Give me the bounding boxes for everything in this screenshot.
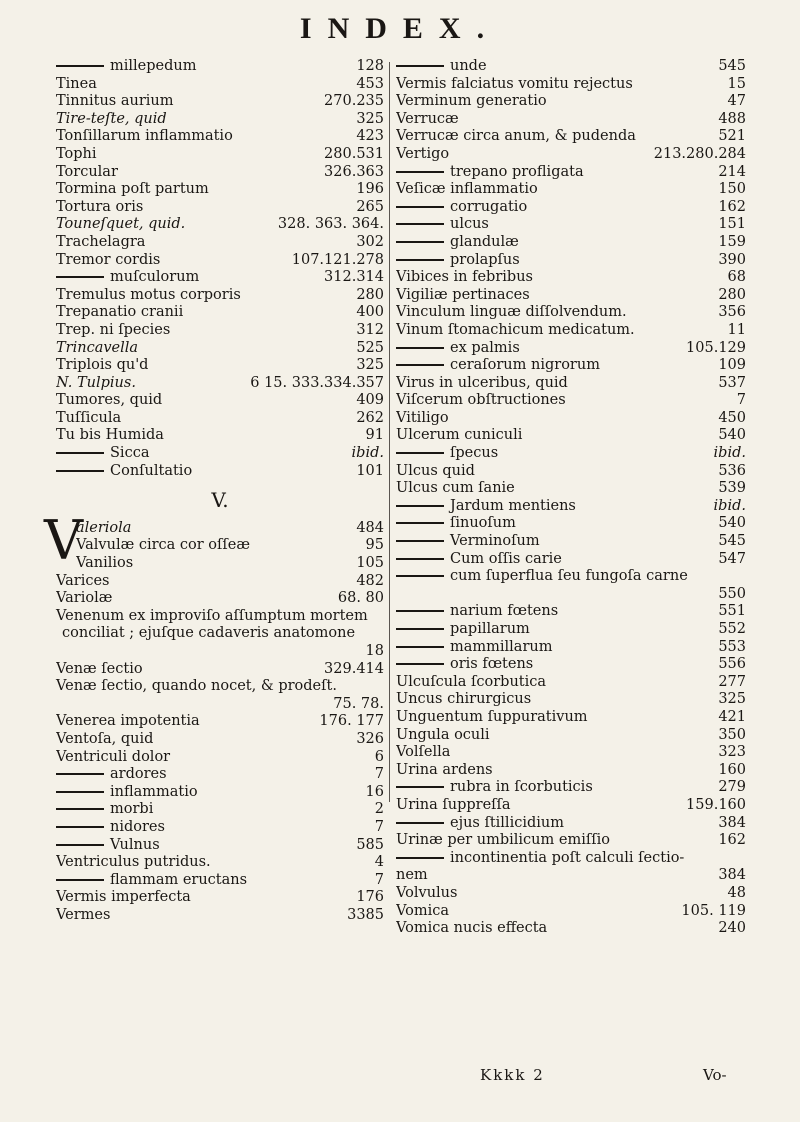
entry-term: Tire-teſte, quid — [56, 110, 167, 127]
index-entry — [56, 463, 384, 481]
index-entry — [396, 58, 746, 76]
entry-term: Tu bis Humida — [56, 427, 164, 444]
entry-term: Uncus chirurgicus — [396, 691, 532, 708]
entry-term: Tortura oris — [56, 198, 144, 215]
index-entry — [56, 357, 384, 375]
index-entry — [56, 392, 384, 410]
fungosa-line: cum ſuperflua ſeu fungoſa carne — [396, 568, 746, 586]
entry-page: 101 — [356, 462, 384, 479]
entry-page: ibid. — [713, 445, 746, 462]
entry-page: 423 — [356, 128, 384, 145]
index-entry — [396, 727, 746, 745]
entry-term: Vermes — [56, 906, 111, 923]
entry-page: 214 — [718, 163, 746, 180]
entry-page: 240 — [718, 920, 746, 937]
entry-term: Ulcerum cuniculi — [396, 427, 523, 444]
entry-term: prolapſus — [396, 252, 712, 270]
entry-term: Tumores, quid — [56, 392, 163, 409]
entry-term: Urina ardens — [396, 761, 493, 778]
entry-term: Tremulus motus corporis — [56, 286, 241, 303]
index-entry — [396, 445, 746, 463]
entry-page: 162 — [718, 198, 746, 215]
index-entry — [56, 76, 384, 94]
entry-term: Vanilios — [76, 555, 134, 572]
entry-term: Vinum ſtomachicum medicatum. — [396, 321, 635, 338]
entry-page: ibid. — [713, 497, 746, 514]
entry-term: Touneſquet, quid. — [56, 216, 186, 233]
index-entry — [396, 463, 746, 481]
section-letter: V. — [211, 488, 229, 513]
entry-term: Unguentum ſuppurativum — [396, 708, 588, 725]
index-entry — [396, 832, 746, 850]
entry-term: Tormina poſt partum — [56, 181, 209, 198]
index-entry — [396, 691, 746, 709]
fungosa-page: 550 — [718, 585, 746, 602]
entry-page: 552 — [718, 621, 746, 637]
catchword: Vo- — [703, 1066, 727, 1084]
venenum-entry — [56, 608, 384, 661]
index-entry — [396, 533, 746, 551]
entry-page: 325 — [718, 691, 746, 708]
entry-term: Trincavella — [56, 339, 139, 356]
entry-term: Vomica nucis effecta — [396, 920, 548, 937]
entry-page: 326.363 — [324, 163, 384, 180]
index-entry — [396, 322, 746, 340]
entry-term: Urinæ per umbilicum emiſſio — [396, 832, 610, 849]
entry-page: 162 — [718, 832, 746, 849]
entry-page: 270.235 — [324, 93, 384, 110]
incontinentia-page: 384 — [718, 867, 746, 884]
index-entry — [396, 93, 746, 111]
entry-term: Verminum generatio — [396, 93, 547, 110]
entry-term: nidores — [56, 819, 369, 837]
entry-term: Tuſſicula — [56, 409, 122, 426]
index-entry — [76, 520, 384, 538]
index-entry — [396, 111, 746, 129]
entry-term: Urina ſuppreſſa — [396, 796, 511, 813]
entry-page: 553 — [718, 638, 746, 655]
index-entry — [396, 639, 746, 657]
incontinentia-row — [396, 867, 746, 885]
index-entry — [56, 375, 384, 393]
entry-term: Trepanatio cranii — [56, 304, 184, 321]
entry-page: 128 — [356, 58, 384, 74]
index-entry — [56, 573, 384, 591]
index-entry — [56, 766, 384, 784]
entry-page: 325 — [356, 357, 384, 374]
entry-term: Vermis imperfecta — [56, 889, 191, 906]
entry-term: Vertigo — [396, 145, 450, 162]
index-entry — [56, 322, 384, 340]
left-v-entries — [76, 520, 384, 573]
entry-term: Venerea impotentia — [56, 713, 200, 730]
entry-page: 91 — [365, 427, 384, 444]
index-entry — [56, 304, 384, 322]
entry-term: Ulcus quid — [396, 462, 475, 479]
entry-term: morbi — [56, 801, 369, 819]
entry-term: Trachelagra — [56, 233, 146, 250]
entry-term: Vinculum linguæ diſſolvendum. — [396, 304, 627, 321]
entry-term: Viſcerum obſtructiones — [396, 392, 566, 409]
entry-page: 68. 80 — [337, 590, 384, 607]
index-entry — [56, 801, 384, 819]
entry-page: 585 — [356, 836, 384, 853]
index-entry — [396, 252, 746, 270]
entry-term: Vitiligo — [396, 409, 449, 426]
entry-page: 105 — [356, 555, 384, 572]
index-entry — [396, 885, 746, 903]
index-entry — [396, 164, 746, 182]
entry-term: unde — [396, 58, 712, 76]
entry-page: ibid. — [351, 445, 384, 462]
entry-term: Vibices in febribus — [396, 269, 533, 286]
index-entry — [56, 128, 384, 146]
entry-page: 521 — [718, 128, 746, 145]
index-entry — [56, 58, 384, 76]
index-entry — [56, 427, 384, 445]
entry-term: Ventoſa, quid — [56, 730, 154, 747]
right-entries-3 — [396, 885, 746, 938]
index-entry — [396, 410, 746, 428]
entry-term: Virus in ulceribus, quid — [396, 374, 568, 391]
index-entry — [396, 744, 746, 762]
entry-term: narium fœtens — [396, 603, 712, 621]
entry-term: Verminoſum — [396, 533, 712, 551]
index-entry — [396, 621, 746, 639]
index-entry — [76, 555, 384, 573]
entry-term: Sicca — [56, 445, 346, 463]
index-entry — [56, 889, 384, 907]
entry-page: 525 — [356, 339, 384, 356]
entry-term: Tinnitus aurium — [56, 93, 174, 110]
right-entries-2 — [396, 603, 746, 849]
entry-page: 159 — [718, 233, 746, 250]
index-entry — [56, 410, 384, 428]
entry-term: ulcus — [396, 216, 712, 234]
index-entry — [76, 537, 384, 555]
index-entry — [56, 287, 384, 305]
entry-page: 356 — [718, 304, 746, 321]
index-entry — [56, 146, 384, 164]
entry-term: Vulnus — [56, 837, 350, 855]
entry-term: papillarum — [396, 621, 712, 639]
right-column — [396, 58, 746, 938]
index-entry — [396, 903, 746, 921]
entry-page: 540 — [718, 427, 746, 444]
entry-term: Ulcuſcula ſcorbutica — [396, 673, 547, 690]
entry-page: 213.280.284 — [653, 145, 746, 162]
entry-page: 15 — [727, 75, 746, 92]
entry-page: 7 — [736, 392, 746, 409]
entry-term: millepedum — [56, 58, 350, 76]
entry-term: Triplois qu'd — [56, 357, 149, 374]
entry-page: 265 — [356, 198, 384, 215]
entry-page: 545 — [718, 58, 746, 74]
entry-page: 400 — [356, 304, 384, 321]
entry-page: 390 — [718, 251, 746, 268]
index-entry — [396, 357, 746, 375]
entry-page: 280 — [718, 286, 746, 303]
entry-term: Tophi — [56, 145, 97, 162]
entry-term: Ventriculi dolor — [56, 748, 171, 765]
left-v2-entries — [56, 573, 384, 608]
entry-term: Verrucæ — [396, 110, 459, 127]
entry-page: 109 — [718, 357, 746, 374]
entry-page: 196 — [356, 181, 384, 198]
index-entry — [396, 234, 746, 252]
entry-term: muſculorum — [56, 269, 318, 287]
entry-page: 551 — [718, 603, 746, 620]
column-divider — [389, 62, 390, 802]
entry-term: Venæ ſectio — [56, 660, 143, 677]
venae-quando-page: 75. 78. — [333, 695, 384, 712]
venenum-line-2: conciliat ; ejuſque cadaveris anatomone — [62, 625, 356, 642]
entry-term: Vermis falciatus vomitu rejectus — [396, 75, 633, 92]
dropcap-block — [44, 508, 384, 573]
entry-page: 312.314 — [324, 269, 384, 286]
incontinentia-entry — [396, 850, 746, 885]
entry-page: 484 — [356, 519, 384, 536]
entry-page: 280 — [356, 286, 384, 303]
index-entry — [396, 480, 746, 498]
entry-term: Ulcus cum ſanie — [396, 480, 515, 497]
index-entry — [56, 199, 384, 217]
index-entry — [396, 779, 746, 797]
entry-term: oris fœtens — [396, 656, 712, 674]
index-entry — [396, 815, 746, 833]
entry-term: glandulæ — [396, 234, 712, 252]
index-entry — [396, 920, 746, 938]
entry-page: 536 — [718, 462, 746, 479]
entry-page: 540 — [718, 515, 746, 532]
entry-term: trepano profligata — [396, 164, 712, 182]
index-entry — [56, 93, 384, 111]
index-entry — [396, 603, 746, 621]
entry-term: Veſicæ inflammatio — [396, 181, 538, 198]
entry-page: 262 — [356, 409, 384, 426]
page-header: INDEX. — [299, 12, 501, 45]
entry-page: 453 — [356, 75, 384, 92]
entry-page: 326 — [356, 730, 384, 747]
right-entries — [396, 58, 746, 568]
entry-page: 539 — [718, 480, 746, 497]
entry-page: 323 — [718, 744, 746, 761]
entry-term: Verrucæ circa anum, & pudenda — [396, 128, 636, 145]
index-entry — [56, 252, 384, 270]
venae-quando-line: Venæ ſectio, quando nocet, & prodeſt. — [56, 678, 337, 695]
entry-page: 176. 177 — [319, 713, 384, 730]
entry-page: 150 — [718, 181, 746, 198]
entry-term: Valvulæ circa cor oſſeæ — [76, 537, 250, 554]
index-entry — [56, 164, 384, 182]
entry-term: rubra in ſcorbuticis — [396, 779, 712, 797]
venenum-page: 18 — [365, 643, 384, 659]
index-entry — [56, 111, 384, 129]
index-entry — [396, 287, 746, 305]
index-entry — [56, 269, 384, 287]
entry-page: 107.121.278 — [291, 251, 384, 268]
index-entry — [56, 590, 384, 608]
entry-term: Tinea — [56, 75, 97, 92]
index-entry — [396, 128, 746, 146]
index-entry — [56, 854, 384, 872]
entry-page: 176 — [356, 889, 384, 906]
index-entry — [396, 762, 746, 780]
index-entry — [396, 304, 746, 322]
index-entry — [396, 375, 746, 393]
entry-term: ſpecus — [396, 445, 708, 463]
entry-page: 3385 — [347, 906, 384, 923]
index-entry — [396, 797, 746, 815]
entry-term: corrugatio — [396, 199, 712, 217]
entry-page: 105.129 — [686, 339, 746, 356]
entry-page: 545 — [718, 533, 746, 550]
index-entry — [396, 181, 746, 199]
left-column — [44, 58, 384, 925]
entry-page: 6 15. 333.334.357 — [250, 374, 384, 391]
entry-page: 482 — [356, 572, 384, 589]
index-entry — [396, 674, 746, 692]
entry-term: Vigiliæ pertinaces — [396, 286, 530, 303]
entry-term: aleriola — [76, 519, 132, 536]
entry-page: 7 — [374, 766, 384, 783]
index-entry — [396, 76, 746, 94]
index-entry — [396, 146, 746, 164]
entry-page: 151 — [718, 216, 746, 233]
entry-term: ceraſorum nigrorum — [396, 357, 712, 375]
venae-quando-entry — [56, 678, 384, 713]
entry-page: 328. 363. 364. — [277, 216, 384, 233]
entry-term: mammillarum — [396, 639, 712, 657]
index-entry — [396, 515, 746, 533]
incontinentia-line-2: nem — [396, 867, 428, 884]
entry-term: flammam eructans — [56, 872, 369, 890]
index-entry — [396, 498, 746, 516]
index-entry — [396, 269, 746, 287]
entry-page: 280.531 — [324, 145, 384, 162]
index-entry — [56, 713, 384, 731]
entry-term: Jardum mentiens — [396, 498, 708, 516]
entry-page: 279 — [718, 779, 746, 796]
entry-page: 11 — [727, 321, 746, 338]
entry-term: Varices — [56, 572, 110, 589]
entry-page: 537 — [718, 374, 746, 391]
entry-term: Torcular — [56, 163, 118, 180]
index-entry — [56, 181, 384, 199]
entry-term: Ventriculus putridus. — [56, 854, 211, 871]
entry-term: Cum oſſis carie — [396, 551, 712, 569]
entry-page: 325 — [356, 110, 384, 127]
index-entry — [56, 749, 384, 767]
entry-page: 159.160 — [686, 796, 746, 813]
entry-term: Vomica — [396, 902, 450, 919]
entry-page: 6 — [374, 748, 384, 765]
entry-page: 450 — [718, 409, 746, 426]
entry-page: 2 — [374, 801, 384, 818]
entry-page: 556 — [718, 656, 746, 673]
index-entry — [396, 199, 746, 217]
entry-page: 68 — [727, 269, 746, 286]
entry-page: 48 — [727, 884, 746, 901]
left-v3-entries — [56, 713, 384, 924]
entry-term: Conſultatio — [56, 463, 350, 481]
entry-page: 409 — [356, 392, 384, 409]
entry-page: 302 — [356, 233, 384, 250]
index-entry — [56, 216, 384, 234]
index-entry — [56, 872, 384, 890]
entry-page: 329.414 — [324, 660, 384, 677]
index-entry — [56, 445, 384, 463]
index-entry — [56, 731, 384, 749]
index-entry — [56, 340, 384, 358]
entry-page: 277 — [718, 673, 746, 690]
entry-page: 16 — [365, 783, 384, 800]
entry-term: ex palmis — [396, 340, 680, 358]
index-entry — [56, 661, 384, 679]
entry-term: ſinuoſum — [396, 515, 712, 533]
venenum-line-1: Venenum ex improviſo aſſumptum mortem — [56, 607, 368, 624]
index-entry — [396, 216, 746, 234]
entry-page: 350 — [718, 726, 746, 743]
entry-page: 421 — [718, 708, 746, 725]
entry-page: 488 — [718, 110, 746, 127]
index-entry — [396, 709, 746, 727]
entry-page: 4 — [374, 854, 384, 871]
entry-page: 160 — [718, 761, 746, 778]
entry-page: 7 — [374, 871, 384, 888]
entry-page: 384 — [718, 814, 746, 831]
entry-page: 105. 119 — [681, 902, 746, 919]
entry-term: Ungula oculi — [396, 726, 490, 743]
signature-mark: Kkkk 2 — [480, 1066, 545, 1084]
index-entry — [56, 819, 384, 837]
index-entry — [396, 392, 746, 410]
entry-page: 312 — [356, 321, 384, 338]
dropcap-letter: V — [44, 508, 83, 572]
index-entry — [396, 656, 746, 674]
incontinentia-line: incontinentia poſt calculi ſectio- — [396, 850, 746, 868]
index-entry — [56, 234, 384, 252]
left-top-entries — [56, 58, 384, 480]
entry-term: Tremor cordis — [56, 251, 161, 268]
fungosa-entry — [396, 568, 746, 603]
entry-page: 547 — [718, 550, 746, 567]
entry-term: inflammatio — [56, 784, 360, 802]
index-entry — [56, 837, 384, 855]
entry-term: ejus ſtillicidium — [396, 815, 712, 833]
entry-page: 7 — [374, 818, 384, 835]
entry-term: Volſella — [396, 744, 451, 761]
entry-page: 47 — [727, 93, 746, 110]
entry-term: ardores — [56, 766, 369, 784]
index-entry — [396, 340, 746, 358]
entry-term: Trep. ni ſpecies — [56, 321, 171, 338]
entry-term: Volvulus — [396, 884, 458, 901]
entry-term: N. Tulpius. — [56, 374, 136, 391]
index-entry — [396, 551, 746, 569]
index-entry — [396, 427, 746, 445]
entry-page: 95 — [365, 537, 384, 554]
entry-term: Variolæ — [56, 590, 113, 607]
index-entry — [56, 907, 384, 925]
entry-term: Tonſillarum inflammatio — [56, 128, 233, 145]
index-entry — [56, 784, 384, 802]
